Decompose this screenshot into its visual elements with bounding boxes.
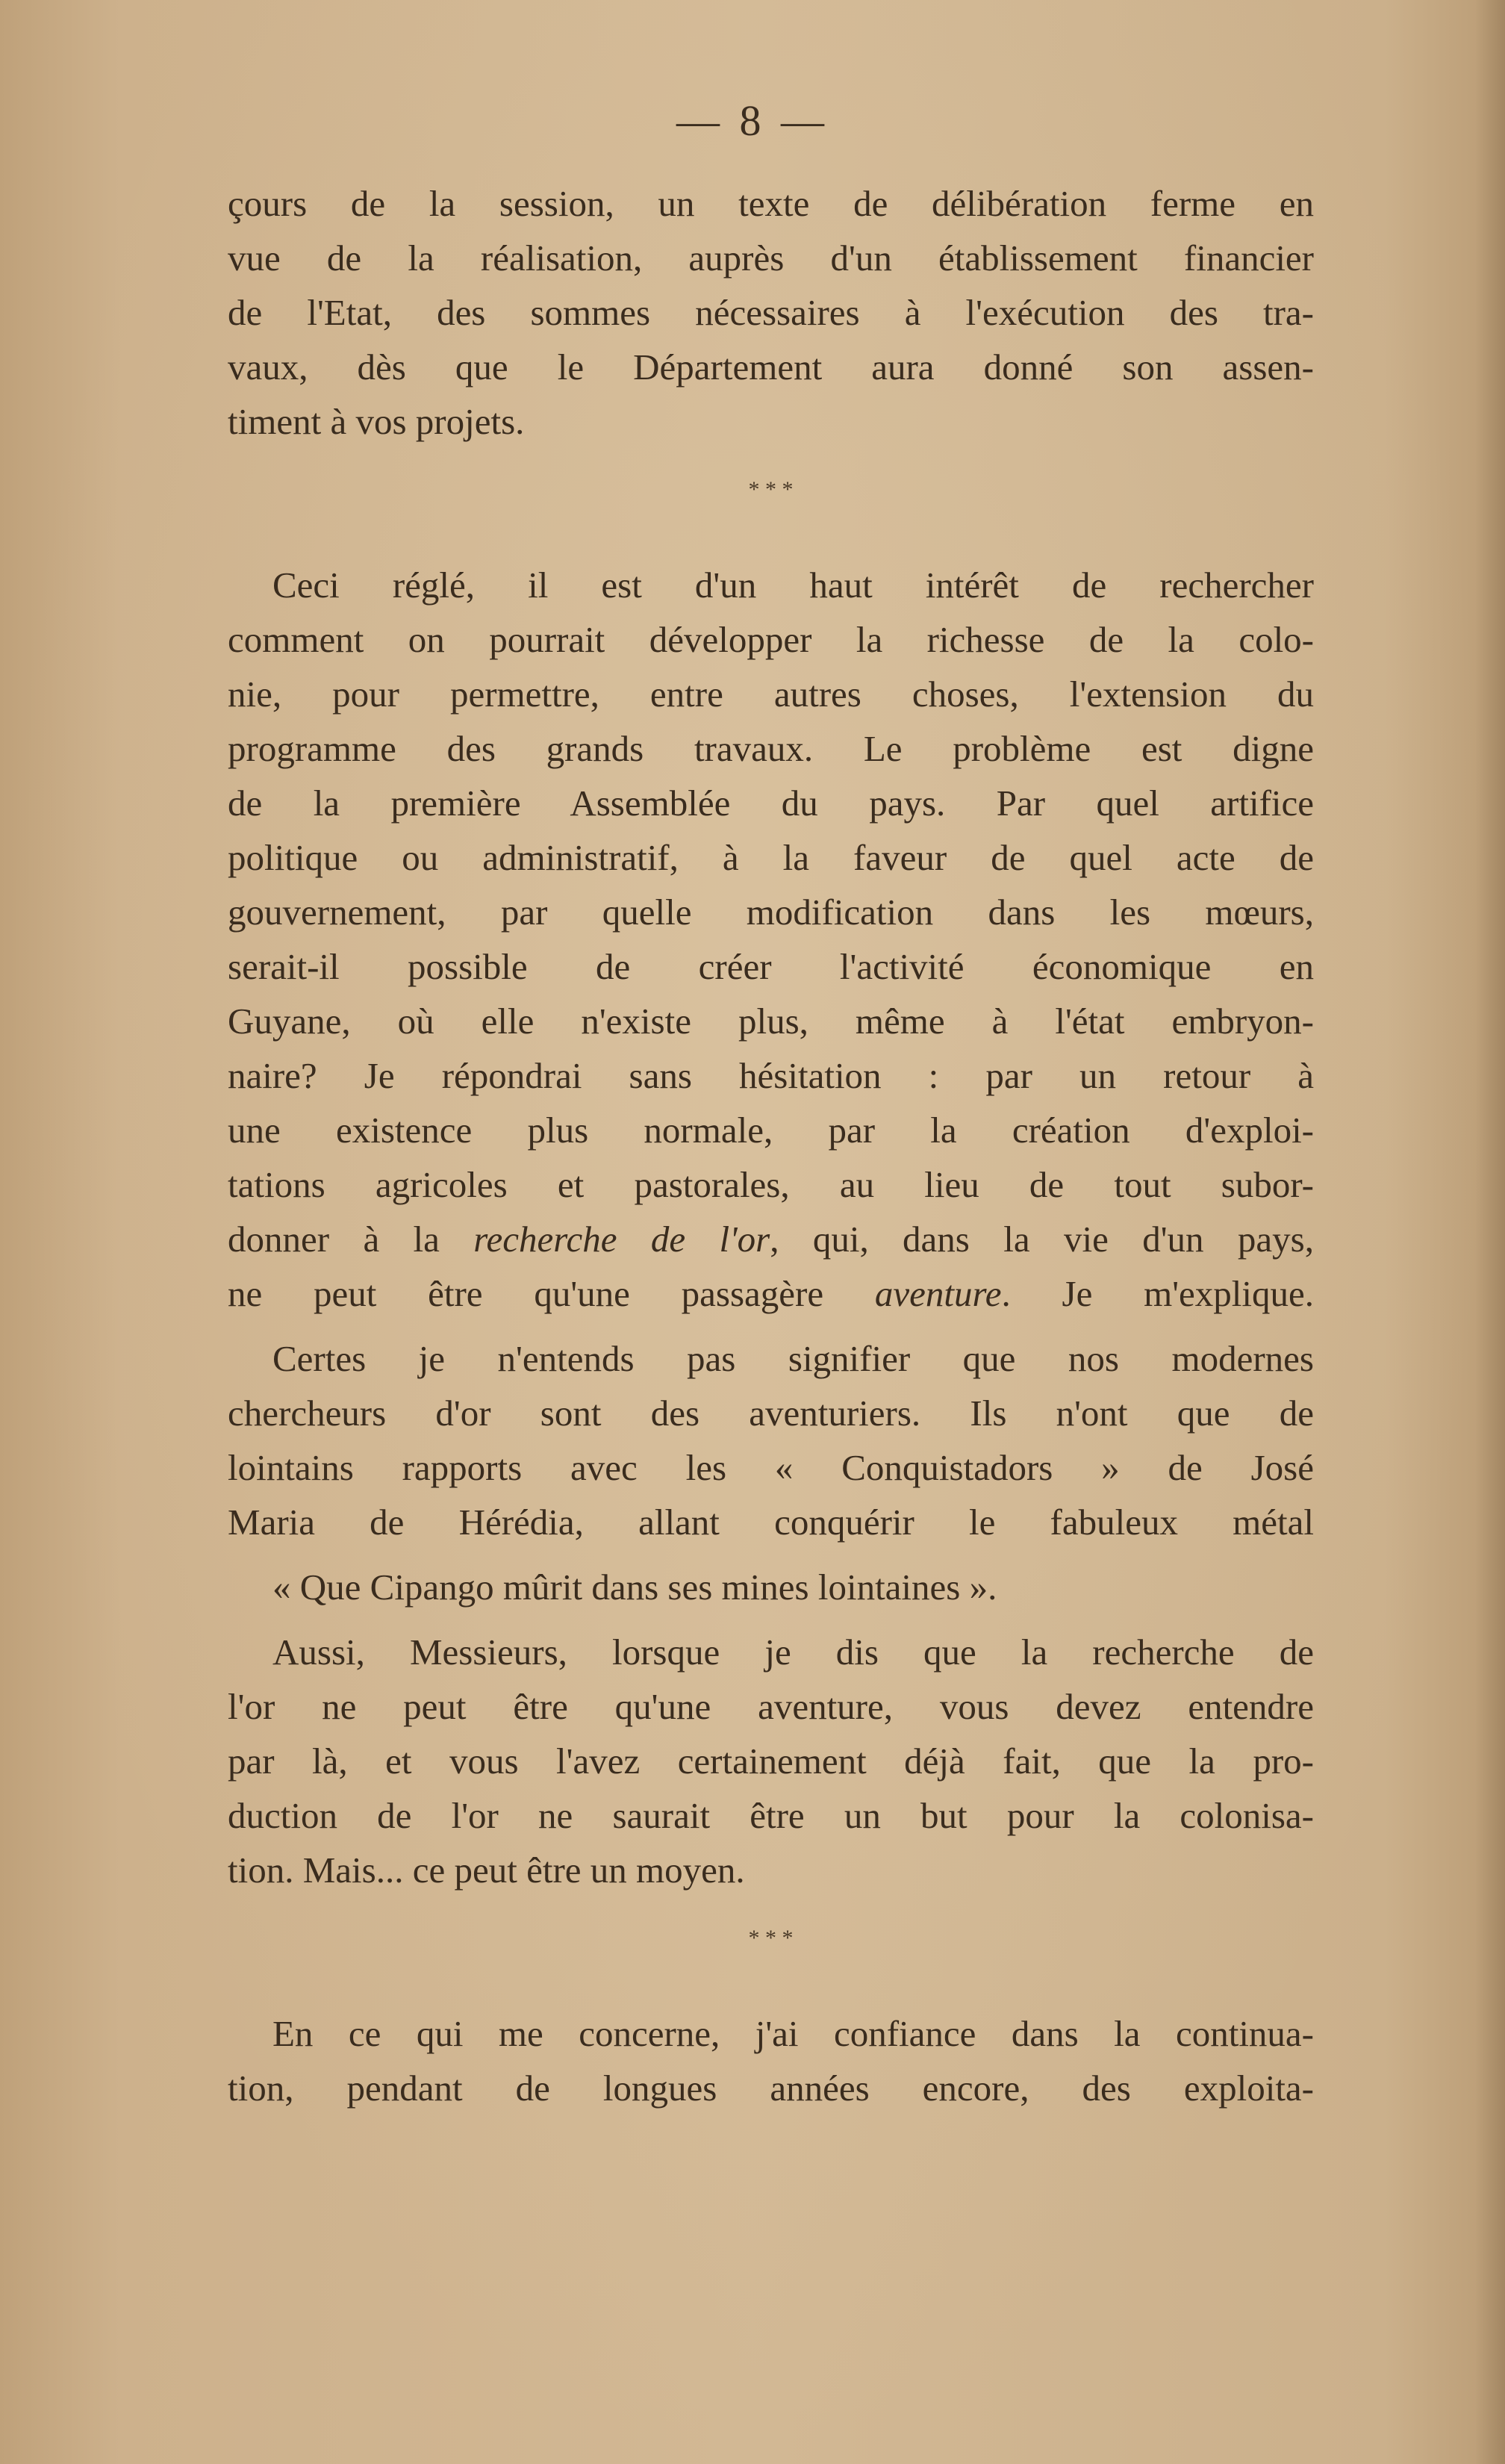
text-fragment: ne peut être qu'une passagère xyxy=(228,1273,875,1314)
paragraph-gap xyxy=(228,1549,1314,1560)
text-line: vue de la réalisation, auprès d'un établissement financier xyxy=(228,237,1314,279)
paragraph-gap xyxy=(228,1614,1314,1625)
paragraph-gap xyxy=(228,1321,1314,1331)
italic-phrase: aventure xyxy=(874,1273,1002,1314)
text-line: nie, pour permettre, entre autres choses, l'extension du xyxy=(228,673,1314,715)
text-line: Ceci réglé, il est d'un haut intérêt de rechercher xyxy=(272,564,1314,606)
text-line: naire? Je répondrai sans hésitation : par un retour à xyxy=(228,1055,1314,1096)
text-fragment: , qui, dans la vie d'un pays, xyxy=(770,1219,1314,1260)
asterism-ornament: * * * xyxy=(748,1926,794,1950)
text-line: tations agricoles et pastorales, au lieu de tout subor- xyxy=(228,1164,1314,1205)
text-line: Certes je n'entends pas signifier que nos modernes xyxy=(272,1338,1314,1379)
text-line: de l'Etat, des sommes nécessaires à l'exécution des tra- xyxy=(228,292,1314,333)
text-line: tion, pendant de longues années encore, des exploita- xyxy=(228,2068,1314,2109)
text-line: vaux, dès que le Département aura donné son assen- xyxy=(228,346,1314,388)
text-line: çours de la session, un texte de délibération ferme en xyxy=(228,183,1314,224)
text-line: programme des grands travaux. Le problème est digne xyxy=(228,728,1314,769)
paragraph-4 xyxy=(228,1625,1314,1897)
page-number: — 8 — xyxy=(676,96,829,145)
paragraph-5 xyxy=(228,2006,1314,2115)
italic-phrase: recherche de l'or xyxy=(473,1219,770,1260)
text-line: une existence plus normale, par la création d'exploi- xyxy=(228,1110,1314,1151)
verse-quote: « Que Cipango mûrit dans ses mines lointaines ». xyxy=(272,1567,997,1608)
text-line xyxy=(228,1212,1314,1266)
text-line: Guyane, où elle n'existe plus, même à l'état embryon- xyxy=(228,1001,1314,1042)
body-text xyxy=(228,176,1314,2115)
text-line: serait-il possible de créer l'activité économique en xyxy=(228,946,1314,987)
paragraph-1 xyxy=(228,176,1314,449)
text-line: En ce qui me concerne, j'ai confiance dans la continua- xyxy=(272,2013,1314,2054)
text-line: chercheurs d'or sont des aventuriers. Ils n'ont que de xyxy=(228,1393,1314,1434)
text-line: gouvernement, par quelle modification dans les mœurs, xyxy=(228,892,1314,933)
text-line: comment on pourrait développer la richesse de la colo- xyxy=(228,619,1314,660)
text-fragment: . Je m'explique. xyxy=(1001,1273,1315,1314)
text-line: de la première Assemblée du pays. Par quel artifice xyxy=(228,783,1314,824)
asterism-ornament: * * * xyxy=(748,477,794,502)
text-line: Aussi, Messieurs, lorsque je dis que la recherche de xyxy=(272,1631,1314,1673)
text-fragment: donner à la xyxy=(228,1219,474,1260)
text-line: Maria de Hérédia, allant conquérir le fabuleux métal xyxy=(228,1502,1314,1543)
text-line: l'or ne peut être qu'une aventure, vous devez entendre xyxy=(228,1686,1314,1727)
paragraph-2 xyxy=(228,558,1314,1321)
text-line: lointains rapports avec les « Conquistadors » de José xyxy=(228,1447,1314,1488)
text-line: duction de l'or ne saurait être un but pour la colonisa- xyxy=(228,1795,1314,1836)
text-line: tion. Mais... ce peut être un moyen. xyxy=(228,1849,745,1891)
text-line: timent à vos projets. xyxy=(228,401,525,442)
section-separator xyxy=(228,1897,1314,2006)
section-separator xyxy=(228,449,1314,558)
text-line: politique ou administratif, à la faveur de quel acte de xyxy=(228,837,1314,878)
text-line xyxy=(228,1266,1314,1321)
paragraph-3 xyxy=(228,1331,1314,1549)
page-edge-shadow xyxy=(1475,0,1505,2464)
text-line: par là, et vous l'avez certainement déjà fait, que la pro- xyxy=(228,1740,1314,1782)
